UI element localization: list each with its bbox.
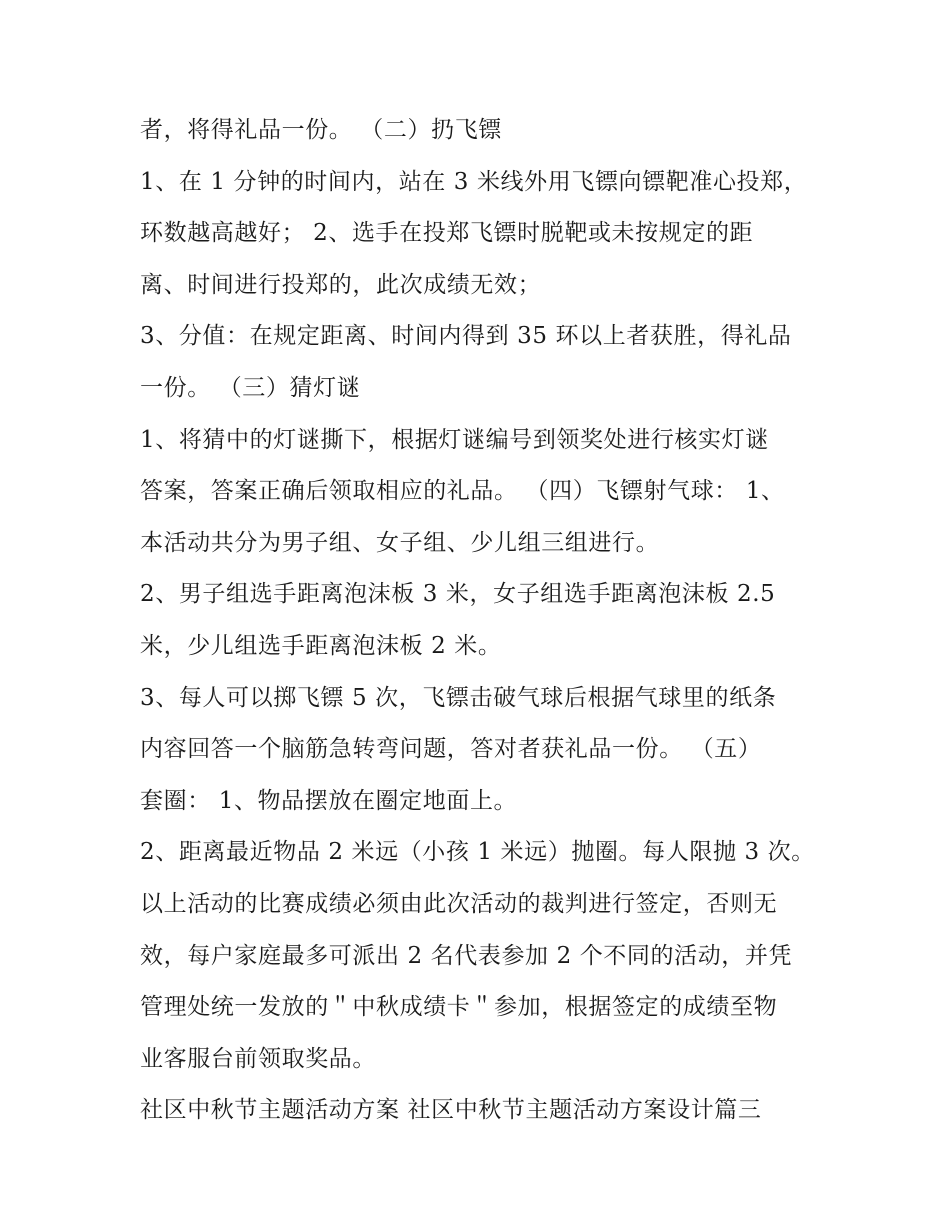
text-line: 业客服台前领取奖品。: [140, 1045, 376, 1072]
text-line: 2、男子组选手距离泡沫板 3 米，女子组选手距离泡沫板 2.5: [140, 581, 776, 608]
text-line: 效，每户家庭最多可派出 2 名代表参加 2 个不同的活动，并凭: [140, 942, 793, 969]
text-line: 者，将得礼品一份。 （二）扔飞镖: [140, 117, 502, 143]
text-line: 3、分值：在规定距离、时间内得到 35 环以上者获胜，得礼品: [140, 323, 792, 350]
text-line: 社区中秋节主题活动方案 社区中秋节主题活动方案设计篇三: [140, 1097, 762, 1124]
text-line: 环数越高越好； 2、选手在投郑飞镖时脱靶或未按规定的距: [140, 220, 754, 247]
text-line: 套圈： 1、物品摆放在圈定地面上。: [140, 787, 518, 814]
text-line: 1、将猜中的灯谜撕下，根据灯谜编号到领奖处进行核实灯谜: [140, 426, 769, 453]
text-line: 离、时间进行投郑的，此次成绩无效；: [140, 271, 542, 298]
text-line: 管理处统一发放的＂中秋成绩卡＂参加，根据签定的成绩至物: [140, 994, 778, 1021]
document-body: [140, 108, 820, 1140]
text-line: 一份。 （三）猜灯谜: [140, 374, 361, 401]
text-line: 本活动共分为男子组、女子组、少儿组三组进行。: [140, 529, 660, 556]
text-line: 以上活动的比赛成绩必须由此次活动的裁判进行签定，否则无: [140, 890, 778, 917]
text-line: 米，少儿组选手距离泡沫板 2 米。: [140, 632, 502, 659]
text-line: 内容回答一个脑筋急转弯问题，答对者获礼品一份。 （五）: [140, 736, 762, 763]
text-line: 3、每人可以掷飞镖 5 次，飞镖击破气球后根据气球里的纸条: [140, 684, 777, 711]
text-line: 1、在 1 分钟的时间内，站在 3 米线外用飞镖向镖靶准心投郑，: [140, 168, 808, 195]
text-line: 2、距离最近物品 2 米远（小孩 1 米远）抛圈。每人限抛 3 次。: [140, 839, 815, 866]
text-line: 答案，答案正确后领取相应的礼品。 （四）飞镖射气球： 1、: [140, 478, 785, 505]
